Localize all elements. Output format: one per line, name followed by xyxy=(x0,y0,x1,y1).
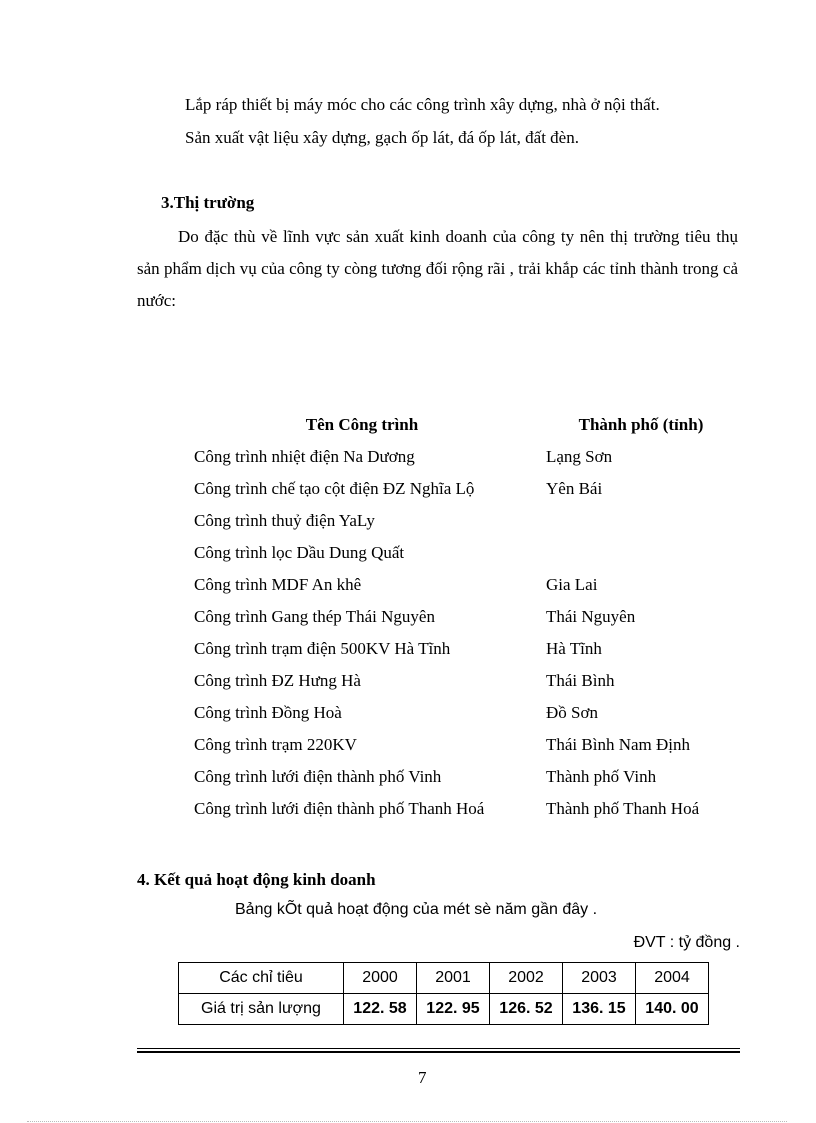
section-4-heading: 4. Kết quả hoạt động kinh doanh xyxy=(137,870,376,889)
page-bottom-dotted-border xyxy=(27,1121,787,1122)
work-name: Công trình MDF An khê xyxy=(194,575,362,594)
table-row xyxy=(186,633,744,665)
work-city: Hà Tĩnh xyxy=(546,639,602,658)
unit-label: ĐVT : tỷ đồng . xyxy=(633,934,740,951)
results-value: 122. 58 xyxy=(344,994,417,1025)
work-name: Công trình lọc Dầu Dung Quất xyxy=(194,543,405,562)
section-3-heading: 3.Thị trường xyxy=(161,193,255,212)
results-value: 126. 52 xyxy=(490,994,563,1025)
table-row xyxy=(186,473,744,505)
work-name: Công trình thuỷ điện YaLy xyxy=(194,511,375,530)
work-city: Gia Lai xyxy=(546,575,598,594)
table-row xyxy=(186,537,744,569)
results-header-label: Các chỉ tiêu xyxy=(179,963,344,994)
work-name: Công trình Gang thép Thái Nguyên xyxy=(194,607,435,626)
table-row xyxy=(186,601,744,633)
work-name: Công trình ĐZ Hưng Hà xyxy=(194,671,361,690)
work-city: Lạng Sơn xyxy=(546,447,613,466)
work-city: Thành phố Vinh xyxy=(546,767,657,786)
results-row-label: Giá trị sản lượng xyxy=(179,994,344,1025)
results-header-row xyxy=(179,963,709,994)
table-row xyxy=(186,665,744,697)
works-table xyxy=(186,409,744,825)
work-city: Yên Bái xyxy=(546,479,603,498)
results-header-year: 2004 xyxy=(636,963,709,994)
works-table-header xyxy=(186,409,744,441)
work-name: Công trình lưới điện thành phố Thanh Hoá xyxy=(194,799,485,818)
results-caption: Bảng kÕt quả hoạt động của mét sè năm gần đây . xyxy=(235,901,598,918)
results-value: 122. 95 xyxy=(417,994,490,1025)
work-city xyxy=(538,537,744,569)
results-header-year: 2000 xyxy=(344,963,417,994)
work-city: Thái Nguyên xyxy=(546,607,636,626)
section-3-paragraph: Do đặc thù về lĩnh vực sản xuất kinh doanh của công ty nên thị trường tiêu thụ sản phẩm dịch vụ của công ty còng tương đối rộng rãi , trải khắp các tỉnh thành trong cả nước: xyxy=(137,227,738,310)
table-row xyxy=(186,569,744,601)
table-row xyxy=(186,441,744,473)
work-name: Công trình lưới điện thành phố Vinh xyxy=(194,767,442,786)
table-row xyxy=(186,761,744,793)
table-row xyxy=(186,505,744,537)
works-header-name: Tên Công trình xyxy=(305,415,419,434)
intro-line-1: Lắp ráp thiết bị máy móc cho các công trình xây dựng, nhà ở nội thất. xyxy=(185,95,660,114)
footer-rule-thin xyxy=(137,1048,740,1049)
work-city: Thái Bình xyxy=(546,671,615,690)
results-value-row xyxy=(179,994,709,1025)
work-name: Công trình nhiệt điện Na Dương xyxy=(194,447,415,466)
work-name: Công trình trạm 220KV xyxy=(194,735,357,754)
work-name: Công trình chế tạo cột điện ĐZ Nghĩa Lộ xyxy=(194,479,475,498)
work-city: Thành phố Thanh Hoá xyxy=(546,799,700,818)
results-table xyxy=(178,962,709,1025)
work-city: Đồ Sơn xyxy=(546,703,598,722)
table-row xyxy=(186,729,744,761)
footer-rule-thick xyxy=(137,1051,740,1053)
work-name: Công trình Đồng Hoà xyxy=(194,703,342,722)
intro-line-2: Sản xuất vật liệu xây dựng, gạch ốp lát, đá ốp lát, đất đèn. xyxy=(185,128,579,147)
works-header-city: Thành phố (tỉnh) xyxy=(578,415,704,434)
table-row xyxy=(186,793,744,825)
work-name: Công trình trạm điện 500KV Hà Tĩnh xyxy=(194,639,451,658)
work-city: Thái Bình Nam Định xyxy=(546,735,691,754)
results-value: 136. 15 xyxy=(563,994,636,1025)
page-number: 7 xyxy=(418,1068,427,1087)
results-header-year: 2001 xyxy=(417,963,490,994)
results-header-year: 2002 xyxy=(490,963,563,994)
table-row xyxy=(186,697,744,729)
results-header-year: 2003 xyxy=(563,963,636,994)
work-city xyxy=(538,505,744,537)
results-value: 140. 00 xyxy=(636,994,709,1025)
